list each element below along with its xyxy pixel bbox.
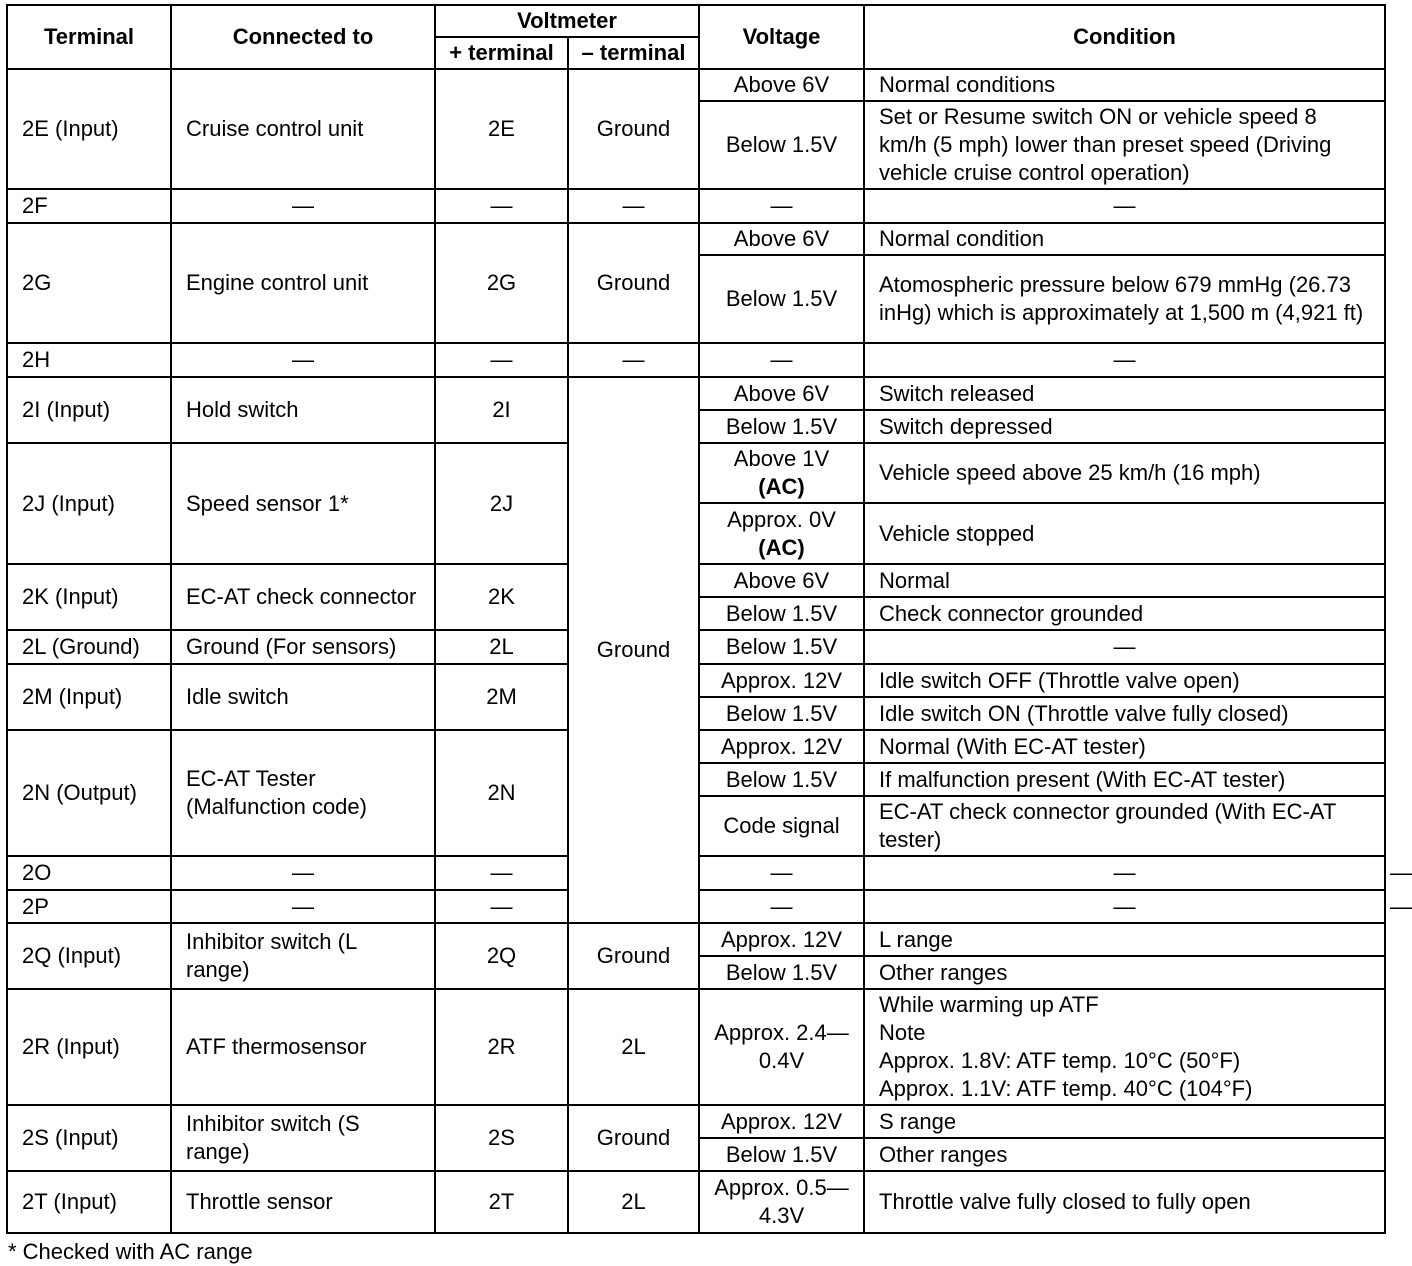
- plus-terminal-cell: 2J: [435, 443, 568, 564]
- plus-terminal-cell: 2M: [435, 664, 568, 730]
- terminal-cell: 2F: [7, 189, 171, 223]
- table-row: [7, 377, 1385, 410]
- condition-cell: —: [864, 630, 1385, 664]
- condition-cell: If malfunction present (With EC-AT tester): [864, 763, 1385, 796]
- condition-cell: Vehicle speed above 25 km/h (16 mph): [864, 443, 1385, 503]
- condition-line: Approx. 1.8V: ATF temp. 10°C (50°F): [879, 1048, 1241, 1073]
- header-voltmeter: Voltmeter: [435, 5, 699, 37]
- terminal-cell: 2N (Output): [7, 730, 171, 856]
- condition-cell: L range: [864, 923, 1385, 956]
- minus-terminal-cell: —: [699, 856, 864, 890]
- terminal-cell: 2K (Input): [7, 564, 171, 630]
- voltage-cell: Approx. 12V: [699, 923, 864, 956]
- condition-cell: EC-AT check connector grounded (With EC-AT tester): [864, 796, 1385, 856]
- condition-cell: Atomospheric pressure below 679 mmHg (26.73 inHg) which is approximately at 1,500 m (4,921 ft): [864, 255, 1385, 343]
- plus-terminal-cell: 2T: [435, 1171, 568, 1233]
- condition-line: Approx. 1.1V: ATF temp. 40°C (104°F): [879, 1076, 1253, 1101]
- voltage-cell: —: [864, 890, 1385, 923]
- header-plus-terminal: + terminal: [435, 37, 568, 69]
- connected-to-cell: EC-AT check connector: [171, 564, 435, 630]
- condition-cell: Normal (With EC-AT tester): [864, 730, 1385, 763]
- condition-cell: Throttle valve fully closed to fully open: [864, 1171, 1385, 1233]
- connected-to-cell: —: [171, 890, 435, 923]
- voltage-cell: Below 1.5V: [699, 763, 864, 796]
- condition-cell: [864, 989, 1385, 1105]
- connected-to-cell: EC-AT Tester (Malfunction code): [171, 730, 435, 856]
- condition-cell: Other ranges: [864, 1138, 1385, 1171]
- minus-terminal-cell: 2L: [568, 1171, 699, 1233]
- table-row: [7, 223, 1385, 255]
- terminal-cell: 2I (Input): [7, 377, 171, 443]
- voltage-value: Approx. 0V: [727, 506, 836, 532]
- connected-to-cell: Speed sensor 1*: [171, 443, 435, 564]
- table-row: 2P — — — — —: [7, 890, 1385, 923]
- minus-terminal-cell: Ground: [568, 923, 699, 989]
- condition-cell: Vehicle stopped: [864, 503, 1385, 564]
- terminal-cell: 2T (Input): [7, 1171, 171, 1233]
- plus-terminal-cell: 2K: [435, 564, 568, 630]
- voltage-cell: —: [699, 189, 864, 223]
- condition-cell: —: [864, 189, 1385, 223]
- connected-to-cell: Inhibitor switch (S range): [171, 1105, 435, 1171]
- voltage-cell: Approx. 12V: [699, 664, 864, 697]
- connected-to-cell: Ground (For sensors): [171, 630, 435, 664]
- table-row: [7, 923, 1385, 956]
- voltage-cell: [699, 503, 864, 564]
- condition-cell: Switch depressed: [864, 410, 1385, 443]
- header-condition: Condition: [864, 5, 1385, 69]
- connected-to-cell: —: [171, 343, 435, 377]
- plus-terminal-cell: —: [435, 343, 568, 377]
- table-row: 2O — — — — —: [7, 856, 1385, 890]
- plus-terminal-cell: —: [435, 890, 568, 923]
- connected-to-cell: —: [171, 856, 435, 890]
- plus-terminal-cell: —: [435, 189, 568, 223]
- voltage-cell: Below 1.5V: [699, 630, 864, 664]
- condition-cell: Normal conditions: [864, 69, 1385, 101]
- minus-terminal-cell: Ground: [568, 223, 699, 343]
- voltage-value: Above 1V: [733, 446, 830, 471]
- table-row: [7, 1171, 1385, 1233]
- voltage-cell: Approx. 2.4—0.4V: [699, 989, 864, 1105]
- plus-terminal-cell: 2E: [435, 69, 568, 189]
- table-row: [7, 989, 1385, 1105]
- plus-terminal-cell: 2I: [435, 377, 568, 443]
- condition-cell: Check connector grounded: [864, 597, 1385, 630]
- terminal-cell: 2J (Input): [7, 443, 171, 564]
- plus-terminal-cell: —: [435, 856, 568, 890]
- connected-to-cell: Idle switch: [171, 664, 435, 730]
- voltage-cell: Code signal: [699, 796, 864, 856]
- condition-cell: Set or Resume switch ON or vehicle speed 8 km/h (5 mph) lower than preset speed (Driving vehicle cruise control operation): [864, 101, 1385, 189]
- terminal-cell: 2S (Input): [7, 1105, 171, 1171]
- minus-terminal-cell: Ground: [568, 1105, 699, 1171]
- header-row: [7, 5, 1385, 37]
- connected-to-cell: Throttle sensor: [171, 1171, 435, 1233]
- plus-terminal-cell: 2Q: [435, 923, 568, 989]
- connected-to-cell: Engine control unit: [171, 223, 435, 343]
- terminal-cell: 2L (Ground): [7, 630, 171, 664]
- table-row: [7, 189, 1385, 223]
- voltage-cell: Below 1.5V: [699, 410, 864, 443]
- table-row: [7, 69, 1385, 101]
- terminal-cell: 2G: [7, 223, 171, 343]
- condition-cell: —: [864, 343, 1385, 377]
- connected-to-cell: ATF thermosensor: [171, 989, 435, 1105]
- header-connected-to: Connected to: [171, 5, 435, 69]
- minus-terminal-cell: —: [568, 343, 699, 377]
- voltage-cell: —: [699, 343, 864, 377]
- condition-cell: Normal condition: [864, 223, 1385, 255]
- condition-cell: S range: [864, 1105, 1385, 1138]
- header-minus-terminal: – terminal: [568, 37, 699, 69]
- ac-label: (AC): [758, 534, 805, 560]
- voltage-cell: Above 6V: [699, 564, 864, 597]
- minus-terminal-cell: —: [699, 890, 864, 923]
- voltage-cell: Below 1.5V: [699, 1138, 864, 1171]
- voltage-cell: Approx. 12V: [699, 1105, 864, 1138]
- condition-cell: Switch released: [864, 377, 1385, 410]
- plus-terminal-cell: 2S: [435, 1105, 568, 1171]
- terminal-cell: 2E (Input): [7, 69, 171, 189]
- connected-to-cell: Hold switch: [171, 377, 435, 443]
- condition-cell: Other ranges: [864, 956, 1385, 989]
- voltage-cell: [699, 443, 864, 503]
- connected-to-cell: Cruise control unit: [171, 69, 435, 189]
- minus-terminal-cell: —: [568, 189, 699, 223]
- condition-cell: Normal: [864, 564, 1385, 597]
- minus-terminal-cell: 2L: [568, 989, 699, 1105]
- voltage-cell: Below 1.5V: [699, 597, 864, 630]
- footnote: * Checked with AC range: [8, 1239, 253, 1264]
- voltage-cell: Below 1.5V: [699, 255, 864, 343]
- ac-label: (AC): [758, 474, 805, 499]
- terminal-voltage-table-sheet: [6, 4, 1412, 1234]
- voltage-cell: Above 6V: [699, 223, 864, 255]
- header-terminal: Terminal: [7, 5, 171, 69]
- terminal-cell: 2Q (Input): [7, 923, 171, 989]
- condition-cell: Idle switch OFF (Throttle valve open): [864, 664, 1385, 697]
- terminal-cell: 2R (Input): [7, 989, 171, 1105]
- condition-cell: Idle switch ON (Throttle valve fully closed): [864, 697, 1385, 730]
- minus-terminal-cell: Ground: [568, 69, 699, 189]
- connected-to-cell: Inhibitor switch (L range): [171, 923, 435, 989]
- terminal-cell: 2M (Input): [7, 664, 171, 730]
- voltage-cell: Approx. 0.5—4.3V: [699, 1171, 864, 1233]
- voltage-cell: Below 1.5V: [699, 697, 864, 730]
- plus-terminal-cell: 2G: [435, 223, 568, 343]
- terminal-voltage-table: [6, 4, 1412, 1234]
- condition-line: Note: [879, 1020, 926, 1045]
- terminal-cell: 2P: [7, 890, 171, 923]
- voltage-cell: Above 6V: [699, 69, 864, 101]
- voltage-cell: Approx. 12V: [699, 730, 864, 763]
- plus-terminal-cell: 2N: [435, 730, 568, 856]
- minus-terminal-cell-ground: Ground: [568, 377, 699, 923]
- plus-terminal-cell: 2L: [435, 630, 568, 664]
- voltage-cell: Below 1.5V: [699, 956, 864, 989]
- terminal-cell: 2H: [7, 343, 171, 377]
- plus-terminal-cell: 2R: [435, 989, 568, 1105]
- table-row: [7, 343, 1385, 377]
- header-voltage: Voltage: [699, 5, 864, 69]
- voltage-cell: Below 1.5V: [699, 101, 864, 189]
- terminal-cell: 2O: [7, 856, 171, 890]
- voltage-cell: Above 6V: [699, 377, 864, 410]
- connected-to-cell: —: [171, 189, 435, 223]
- condition-line: While warming up ATF: [879, 992, 1099, 1017]
- table-row: [7, 1105, 1385, 1138]
- voltage-cell: —: [864, 856, 1385, 890]
